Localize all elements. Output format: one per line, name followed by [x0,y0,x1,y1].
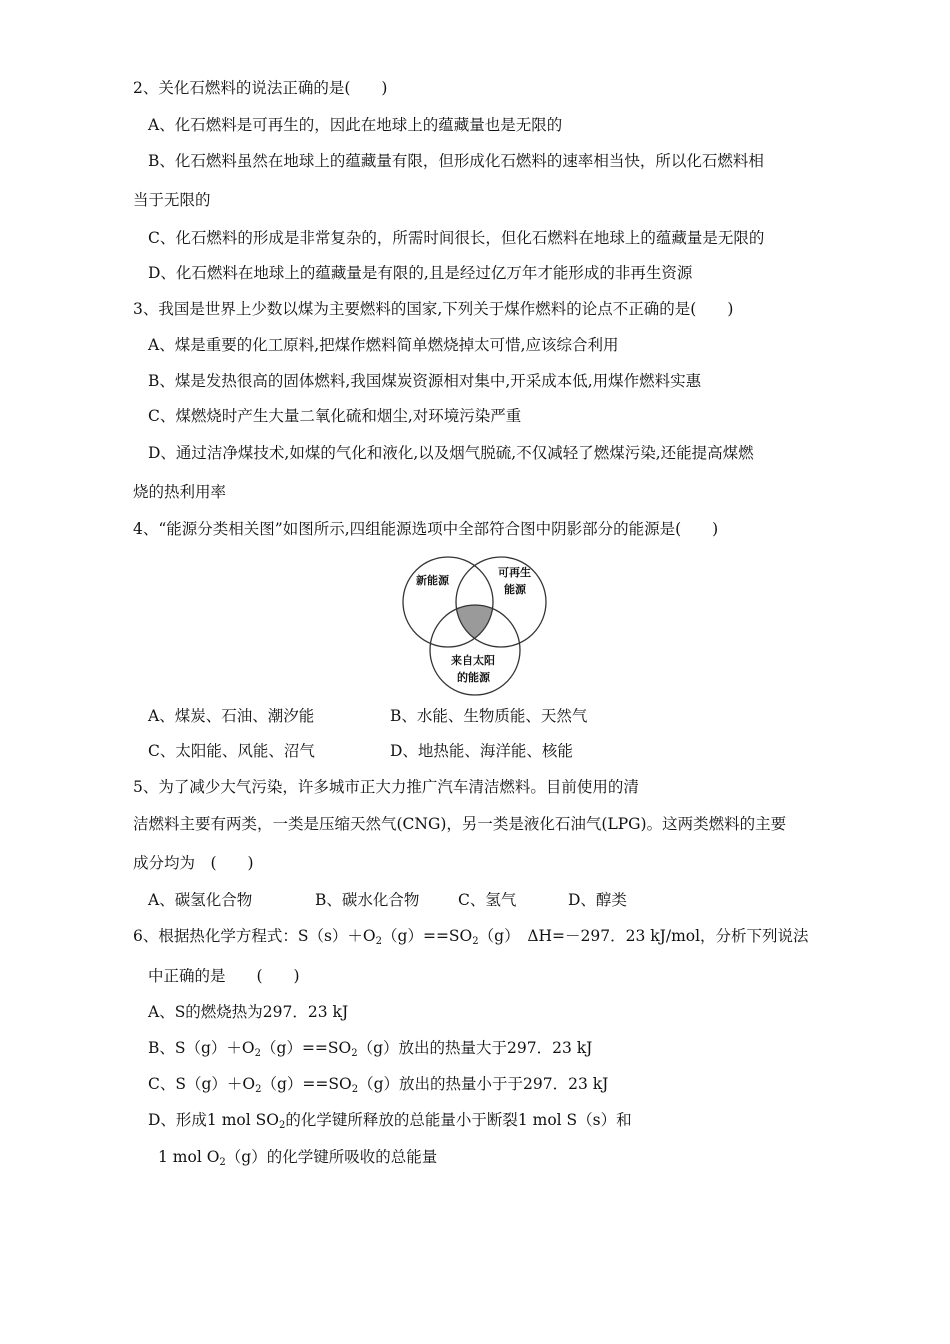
q3-option-d-cont: 烧的热利用率 [133,483,227,501]
energy-venn-diagram [400,552,552,700]
q2-option-d: D、化石燃料在地球上的蕴藏量是有限的,且是经过亿万年才能形成的非再生资源 [148,264,693,282]
q6-stem-line1: 6、根据热化学方程式：$S(s)+O_2(g)==SO_2(g)$ ΔH=－297．23 kJ/mol，分析下列说法 [133,927,809,947]
q3-option-b: B、煤是发热很高的固体燃料,我国煤炭资源相对集中,开采成本低,用煤作燃料实惠 [148,372,702,390]
q5-option-b: B、碳水化合物 [315,891,420,909]
q4-option-d: D、地热能、海洋能、核能 [390,742,573,760]
q3-option-a: A、煤是重要的化工原料,把煤作燃料简单燃烧掉太可惜,应该综合利用 [148,336,619,354]
q2-option-b-cont: 当于无限的 [133,191,211,209]
q5-stem-line3: 成分均为 ( ) [133,854,254,872]
q4-option-a: A、煤炭、石油、潮汐能 [148,707,315,725]
q4-option-c: C、太阳能、风能、沼气 [148,742,315,760]
q5-stem-line1: 5、为了减少大气污染，许多城市正大力推广汽车清洁燃料。目前使用的清 [133,778,639,796]
q6-option-c: C、$S(g)+O_2(g)==SO_2(g)$放出的热量小于于297．23 kJ [148,1075,609,1095]
venn-circle-new-energy [403,557,493,647]
q6-option-a: A、S的燃烧热为297．23 kJ [148,1003,349,1021]
q2-stem: 2、关化石燃料的说法正确的是( ) [133,79,388,97]
q5-option-d: D、醇类 [568,891,627,909]
venn-label-solar-1: 来自太阳 [451,654,495,667]
venn-label-renewable-1: 可再生 [498,566,531,579]
q2-option-c: C、化石燃料的形成是非常复杂的，所需时间很长，但化石燃料在地球上的蕴藏量是无限的 [148,229,765,247]
q2-option-a: A、化石燃料是可再生的，因此在地球上的蕴藏量也是无限的 [148,116,563,134]
q3-option-d: D、通过洁净煤技术,如煤的气化和液化,以及烟气脱硫,不仅减轻了燃煤污染,还能提高煤燃 [148,444,754,462]
q2-option-b: B、化石燃料虽然在地球上的蕴藏量有限，但形成化石燃料的速率相当快，所以化石燃料相 [148,152,764,170]
q3-option-c: C、煤燃烧时产生大量二氧化硫和烟尘,对环境污染严重 [148,407,522,425]
q5-stem-line2: 洁燃料主要有两类，一类是压缩天然气(CNG)，另一类是液化石油气(LPG)。这两类燃料的主要 [133,815,787,833]
q6-stem-line2: 中正确的是 ( ) [148,967,300,985]
q6-option-d-cont: 1 mol $O_2(g)$的化学键所吸收的总能量 [158,1148,438,1168]
q3-stem: 3、我国是世界上少数以煤为主要燃料的国家,下列关于煤作燃料的论点不正确的是( ) [133,300,734,318]
q5-option-c: C、氢气 [458,891,517,909]
q5-option-a: A、碳氢化合物 [148,891,253,909]
q4-option-b: B、水能、生物质能、天然气 [390,707,588,725]
venn-label-new-energy: 新能源 [416,574,449,587]
q6-option-d: D、形成1 mol $SO_2$的化学键所释放的总能量小于断裂1 mol S（s）和 [148,1111,632,1131]
q4-stem: 4、“能源分类相关图”如图所示,四组能源选项中全部符合图中阴影部分的能源是( ) [133,520,719,538]
venn-label-solar-2: 的能源 [457,671,490,684]
venn-label-renewable-2: 能源 [504,583,526,596]
q6-option-b: B、$S(g)+O_2(g)==SO_2(g)$放出的热量大于297．23 kJ [148,1039,593,1059]
